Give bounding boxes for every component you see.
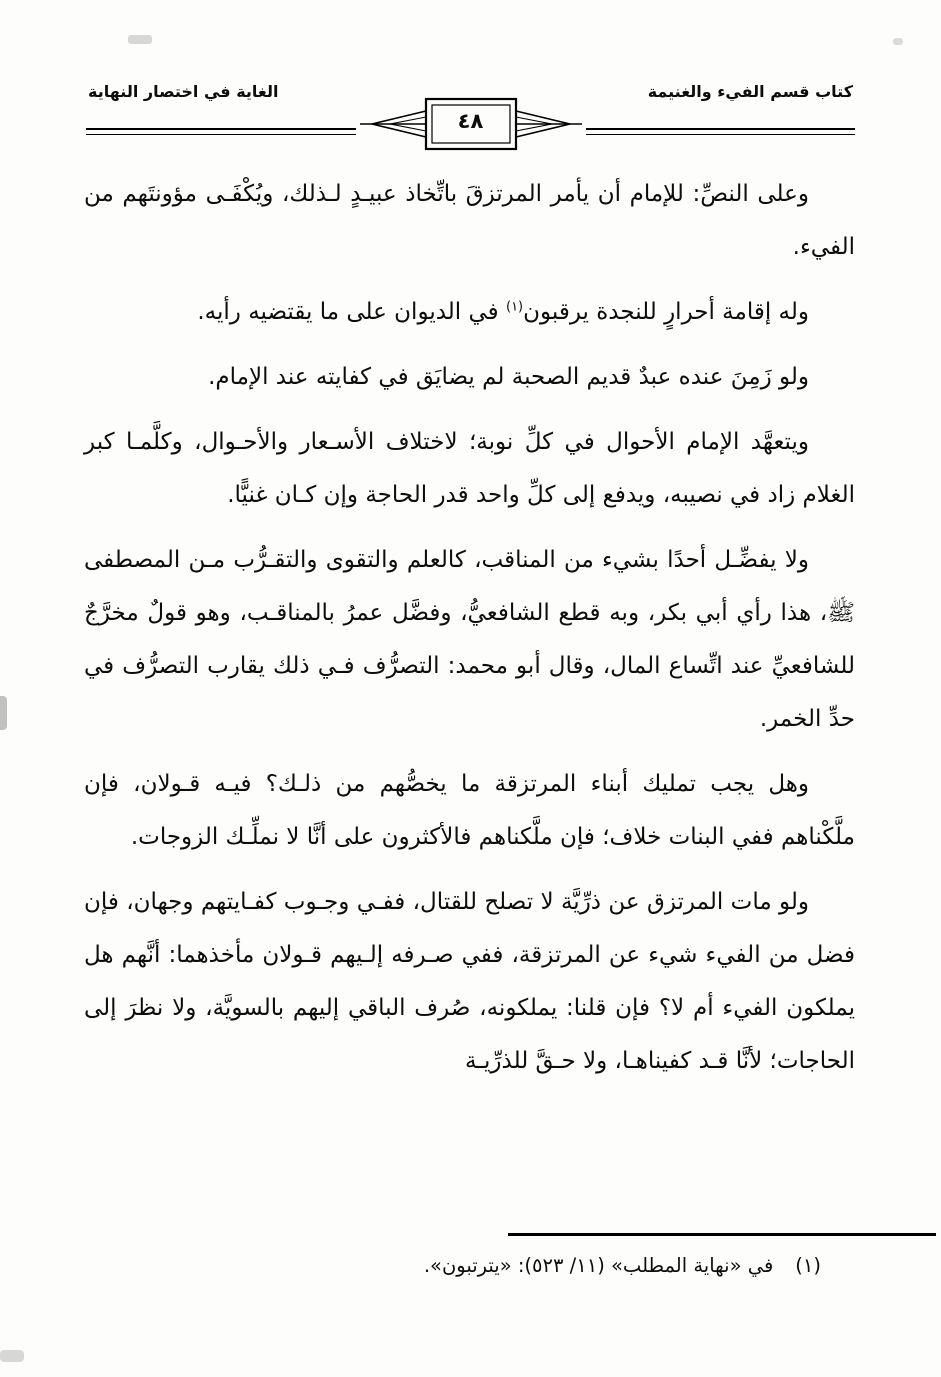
paragraph-2-text-cont: في الديوان على ما يقتضيه رأيه. <box>197 299 506 325</box>
paragraph-4: ويتعهَّد الإمام الأحوال في كلِّ نوبة؛ لاختلاف الأسـعار والأحـوال، وكلَّمـا كبر الغلام زاد في نصيبه، ويدفع إلى كلِّ واحد قدر الحاجة وإن كـان غنيًّا. <box>84 429 855 508</box>
body-text <box>84 168 855 1100</box>
page-header <box>84 78 857 160</box>
scan-artifact <box>0 696 7 730</box>
footnote-separator <box>508 1233 936 1236</box>
paragraph-5: ولا يفضِّـل أحدًا بشيء من المناقب، كالعلم والتقوى والتقـرُّب مـن المصطفى ﷺ، هذا رأي أبي بكر، وبه قطع الشافعيُّ، وفضَّل عمرُ بالمناقـب، وهو قولٌ مخرَّجٌ للشافعيِّ عند اتِّساع المال، وقال أبو محمد: التصرُّف فـي ذلك يقارب التصرُّف في حدِّ الخمر. <box>84 547 855 732</box>
page-number-ornament <box>356 94 586 154</box>
header-title-left: الغاية في اختصار النهاية <box>88 82 279 101</box>
paragraph-2 <box>84 286 855 339</box>
footnote-marker: (١) <box>795 1254 821 1277</box>
footnote-ref: (١) <box>505 299 524 315</box>
header-title-right: كتاب قسم الفيء والغنيمة <box>647 82 853 101</box>
page-number: ٤٨ <box>457 109 484 133</box>
paragraph-1: وعلى النصِّ: للإمام أن يأمر المرتزقَ باتِّخاذ عبيـدٍ لـذلك، ويُكْفَـى مؤونتَهم من الفيء. <box>84 181 855 260</box>
footnote <box>100 1251 821 1281</box>
paragraph-7: ولو مات المرتزق عن ذرِّيَّة لا تصلح للقتال، ففـي وجـوب كفـايتهم وجهان، فإن فضل من الفيء شيء عن المرتزقة، ففي صـرفه إلـيهم قـولان مأخذهما: أنَّهم هل يملكون الفيء أم لا؟ فإن قلنا: يملكونه، صُرف الباقي إليهم بالسويَّة، ولا نظرَ إلى الحاجات؛ لأنَّا قـد كفيناهـا، ولا حـقَّ للذرِّيـة <box>84 889 855 1074</box>
scan-artifact <box>128 35 152 44</box>
footnote-text: في «نهاية المطلب» (١١/ ٥٢٣): «يترتبون». <box>423 1254 774 1277</box>
scan-artifact <box>0 1350 24 1362</box>
paragraph-6: وهل يجب تمليك أبناء المرتزقة ما يخصُّهم من ذلـك؟ فيـه قـولان، فإن ملَّكْناهم ففي البنات خلاف؛ فإن ملَّكناهم فالأكثرون على أنَّا لا نملِّـك الزوجات. <box>84 771 855 850</box>
paragraph-2-text: وله إقامة أحرارٍ للنجدة يرقبون <box>523 299 809 325</box>
scan-artifact <box>893 38 903 45</box>
paragraph-3: ولو زَمِنَ عنده عبدٌ قديم الصحبة لم يضايَق في كفايته عند الإمام. <box>208 364 809 390</box>
